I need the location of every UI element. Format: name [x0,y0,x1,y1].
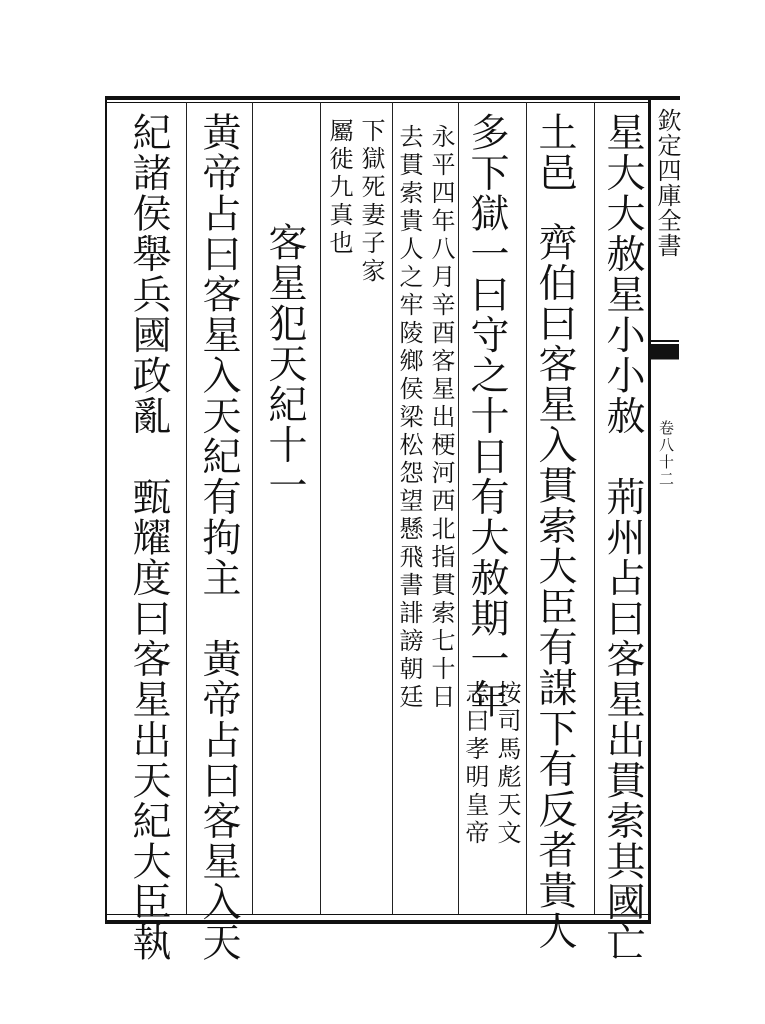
frame-left-border [105,96,107,924]
fishtail-line [651,340,679,342]
annotation-column-5b: 屬徙九真也 [325,118,353,258]
text-column-7: 黃帝占曰客星入天紀有拘主 黃帝占曰客星入天 [196,112,241,963]
frame-top-border [105,96,680,100]
annotation-column-3b: 志曰孝明皇帝 [461,680,489,848]
column-divider [526,102,527,914]
column-divider [320,102,321,914]
column-divider [458,102,459,914]
section-heading: 客星犯天紀十一 [262,222,307,506]
column-divider [392,102,393,914]
column-divider [186,102,187,914]
annotation-column-4b: 去貫索貴人之牢陵鄉侯梁松怨望懸飛書誹謗朝廷 [395,124,423,712]
margin-book-title: 欽定四庫全書 [653,108,681,258]
text-column-3: 多下獄一曰守之十日有大赦期一年 [464,112,509,720]
text-column-2: 齊伯曰客星入貫索大臣有謀下有反者貴人 [532,222,577,951]
text-column-8: 紀諸侯舉兵國政亂 甄耀度曰客星出天紀大臣執 [126,112,171,963]
column-divider [252,102,253,914]
annotation-column-3a: 按司馬彪天文 [493,680,521,848]
column-divider [594,102,595,914]
text-column-1: 星大大赦星小小赦 荊州占曰客星出貫索其國亡 [600,112,645,963]
annotation-column-4a: 永平四年八月辛酉客星出梗河西北指貫索七十日 [427,124,455,712]
margin-volume-number: 卷八十二 [657,420,675,488]
annotation-column-5a: 下獄死妻子家 [357,118,385,286]
text-column-2-top: 土邑 [532,112,577,193]
